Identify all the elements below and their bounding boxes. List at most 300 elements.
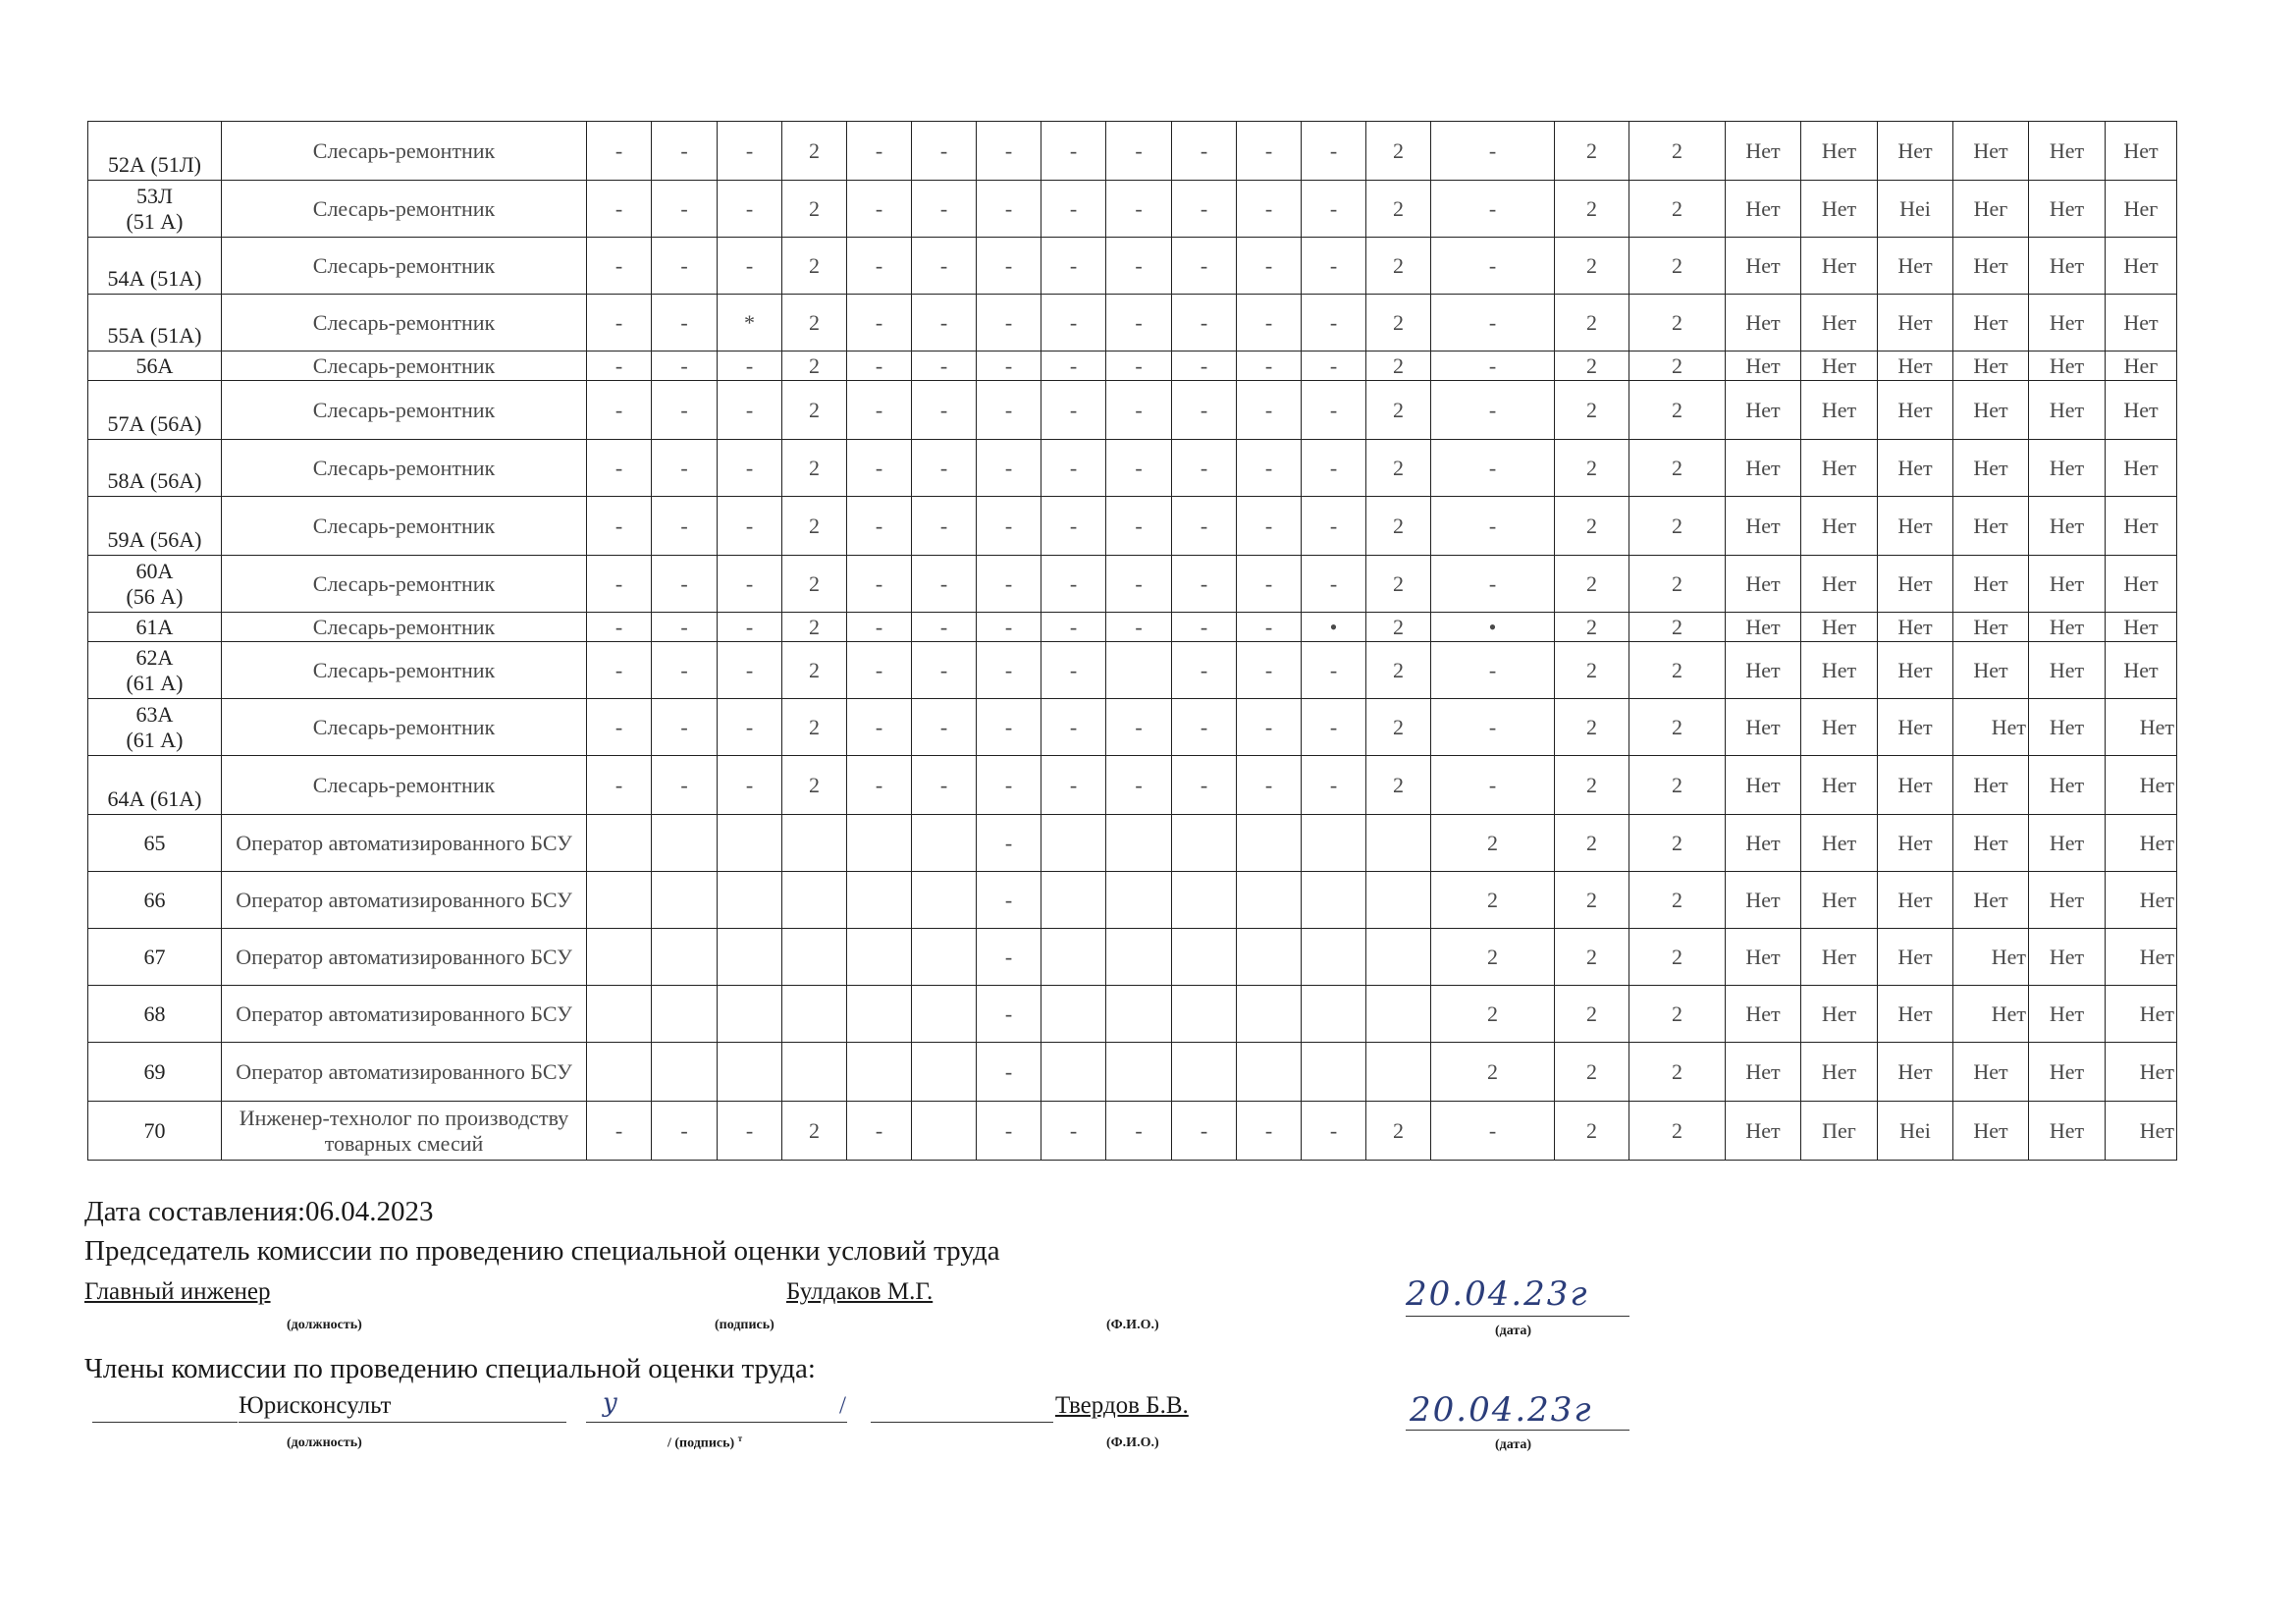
table-cell: - xyxy=(587,756,652,815)
table-cell: Неі xyxy=(1878,1102,1953,1161)
table-cell: - xyxy=(652,381,718,440)
table-cell: 2 xyxy=(1629,295,1726,352)
table-cell: - xyxy=(912,295,977,352)
table-cell xyxy=(847,986,912,1043)
table-cell: 2 xyxy=(1629,815,1726,872)
table-cell: - xyxy=(718,352,782,381)
table-cell: Нет xyxy=(1726,440,1801,497)
table-cell: - xyxy=(1106,699,1172,756)
table-cell: - xyxy=(718,122,782,181)
table-cell: Нет xyxy=(1726,122,1801,181)
table-cell: - xyxy=(1237,381,1302,440)
table-row xyxy=(88,986,2177,1043)
table-cell: Нет xyxy=(1726,756,1801,815)
table-cell: Нет xyxy=(1953,1043,2029,1102)
table-cell: - xyxy=(847,613,912,642)
table-cell: Нет xyxy=(2029,556,2106,613)
row-job-title: Слесарь-ремонтник xyxy=(222,238,587,295)
table-cell: - xyxy=(847,352,912,381)
table-cell: - xyxy=(652,238,718,295)
table-cell: - xyxy=(1237,181,1302,238)
table-cell: 2 xyxy=(782,699,847,756)
table-cell xyxy=(1366,929,1431,986)
table-cell xyxy=(1237,872,1302,929)
table-cell: 2 xyxy=(1366,497,1431,556)
handwritten-date-2: 20.04.23г xyxy=(1410,1390,1593,1430)
table-cell: - xyxy=(1431,497,1555,556)
table-cell: - xyxy=(1237,642,1302,699)
table-cell: 2 xyxy=(1431,872,1555,929)
table-cell: Нет xyxy=(1953,815,2029,872)
table-cell xyxy=(1172,815,1237,872)
table-cell: 2 xyxy=(1629,238,1726,295)
table-cell: Нет xyxy=(1878,381,1953,440)
table-cell: 2 xyxy=(1366,381,1431,440)
table-cell: 2 xyxy=(782,381,847,440)
row-code: 66 xyxy=(88,872,222,929)
table-cell: - xyxy=(587,381,652,440)
table-cell: - xyxy=(1106,122,1172,181)
table-cell: - xyxy=(847,238,912,295)
table-cell: 2 xyxy=(1366,295,1431,352)
table-cell xyxy=(1366,815,1431,872)
table-cell: 2 xyxy=(1366,556,1431,613)
table-cell: - xyxy=(1302,1102,1366,1161)
table-cell: 2 xyxy=(1629,1102,1726,1161)
table-cell: - xyxy=(1237,352,1302,381)
table-cell: Нет xyxy=(2106,381,2177,440)
table-cell: 2 xyxy=(1555,122,1629,181)
table-cell: Нет xyxy=(2029,756,2106,815)
table-cell xyxy=(912,929,977,986)
table-cell: 2 xyxy=(1629,181,1726,238)
table-cell: Нет xyxy=(2106,238,2177,295)
caption-position: (должность) xyxy=(287,1318,362,1332)
table-cell xyxy=(1041,929,1106,986)
table-cell xyxy=(1106,872,1172,929)
table-cell: Нет xyxy=(2106,295,2177,352)
table-cell: - xyxy=(1237,440,1302,497)
table-row xyxy=(88,699,2177,756)
table-cell: 2 xyxy=(782,440,847,497)
table-cell: Нет xyxy=(1801,756,1878,815)
table-cell: - xyxy=(1106,497,1172,556)
table-cell: - xyxy=(587,642,652,699)
table-cell: Нет xyxy=(2029,440,2106,497)
table-cell: Нет xyxy=(1953,929,2029,986)
table-row xyxy=(88,238,2177,295)
table-cell: Нет xyxy=(2106,986,2177,1043)
table-cell: Нет xyxy=(1801,872,1878,929)
table-row xyxy=(88,1102,2177,1161)
table-cell: 2 xyxy=(1431,929,1555,986)
table-cell: - xyxy=(1041,181,1106,238)
table-cell: - xyxy=(1106,440,1172,497)
table-cell: - xyxy=(1172,756,1237,815)
table-cell: Нет xyxy=(1726,238,1801,295)
table-cell: - xyxy=(1431,238,1555,295)
table-cell: - xyxy=(1302,756,1366,815)
table-cell: - xyxy=(1302,122,1366,181)
table-cell: - xyxy=(718,497,782,556)
handwritten-date: 20.04.23г xyxy=(1406,1274,1589,1314)
table-body xyxy=(88,122,2177,1161)
table-cell: - xyxy=(1041,381,1106,440)
table-cell: - xyxy=(1106,238,1172,295)
table-cell: - xyxy=(1237,238,1302,295)
table-cell: - xyxy=(587,556,652,613)
table-cell xyxy=(847,815,912,872)
table-cell: - xyxy=(1172,352,1237,381)
table-cell xyxy=(1041,986,1106,1043)
table-cell: - xyxy=(1041,497,1106,556)
table-cell: - xyxy=(1431,642,1555,699)
table-cell: 2 xyxy=(1629,497,1726,556)
table-cell: 2 xyxy=(782,181,847,238)
table-cell xyxy=(1041,815,1106,872)
table-cell: 2 xyxy=(782,613,847,642)
table-cell xyxy=(1106,815,1172,872)
table-cell: - xyxy=(1172,181,1237,238)
member-position: Юрисконсульт xyxy=(239,1392,392,1419)
table-cell: 2 xyxy=(782,352,847,381)
table-cell: - xyxy=(1302,181,1366,238)
table-cell: - xyxy=(912,122,977,181)
table-cell: - xyxy=(1302,497,1366,556)
table-cell: - xyxy=(1106,181,1172,238)
table-cell: - xyxy=(977,122,1041,181)
table-row xyxy=(88,815,2177,872)
table-cell: - xyxy=(718,556,782,613)
table-cell: Пег xyxy=(1801,1102,1878,1161)
table-cell: Нет xyxy=(2106,756,2177,815)
table-cell: 2 xyxy=(1431,815,1555,872)
table-cell: Нет xyxy=(1878,613,1953,642)
date-compiled: Дата составления:06.04.2023 xyxy=(84,1196,434,1227)
row-job-title: Слесарь-ремонтник xyxy=(222,295,587,352)
table-cell: - xyxy=(847,295,912,352)
table-cell: - xyxy=(1041,613,1106,642)
table-cell: 2 xyxy=(1431,1043,1555,1102)
table-cell: 2 xyxy=(1366,122,1431,181)
table-cell xyxy=(912,986,977,1043)
table-cell: - xyxy=(977,181,1041,238)
table-cell: 2 xyxy=(1629,642,1726,699)
table-cell xyxy=(912,1043,977,1102)
table-cell: - xyxy=(652,699,718,756)
table-cell xyxy=(587,929,652,986)
table-cell: Нет xyxy=(2106,699,2177,756)
table-cell: - xyxy=(587,295,652,352)
table-cell: Нег xyxy=(2106,352,2177,381)
table-cell: Нет xyxy=(1878,986,1953,1043)
table-cell: Нет xyxy=(1726,613,1801,642)
table-cell xyxy=(1366,986,1431,1043)
table-cell: Нет xyxy=(1878,929,1953,986)
table-cell: Нет xyxy=(1878,440,1953,497)
table-cell: Нет xyxy=(1878,1043,1953,1102)
table-cell: Нет xyxy=(1801,181,1878,238)
table-cell: Нет xyxy=(1878,815,1953,872)
table-cell: Нет xyxy=(2029,1102,2106,1161)
table-cell: - xyxy=(1041,642,1106,699)
table-cell: Нет xyxy=(2029,295,2106,352)
table-cell: - xyxy=(587,238,652,295)
table-row xyxy=(88,181,2177,238)
table-cell: 2 xyxy=(1555,381,1629,440)
table-cell: - xyxy=(1431,295,1555,352)
table-cell: Нет xyxy=(1801,642,1878,699)
table-cell: 2 xyxy=(1555,872,1629,929)
table-cell: - xyxy=(1106,756,1172,815)
table-cell: Нет xyxy=(1953,613,2029,642)
caption-fio: (Ф.И.О.) xyxy=(1106,1318,1159,1332)
table-cell: - xyxy=(718,699,782,756)
table-cell: - xyxy=(587,497,652,556)
table-cell: 2 xyxy=(782,497,847,556)
table-cell: Нет xyxy=(1878,352,1953,381)
row-code: 65 xyxy=(88,815,222,872)
table-cell: - xyxy=(1302,642,1366,699)
table-row xyxy=(88,122,2177,181)
table-cell: - xyxy=(718,440,782,497)
table-cell: - xyxy=(1302,238,1366,295)
table-cell xyxy=(718,986,782,1043)
table-cell: Нет xyxy=(1801,613,1878,642)
table-cell: Нет xyxy=(2029,872,2106,929)
table-row xyxy=(88,556,2177,613)
table-cell: - xyxy=(1431,122,1555,181)
table-cell: - xyxy=(652,440,718,497)
table-cell: Нет xyxy=(1878,497,1953,556)
table-cell: Нет xyxy=(2029,1043,2106,1102)
table-cell: Нет xyxy=(1801,122,1878,181)
table-cell: - xyxy=(977,642,1041,699)
date-line xyxy=(1406,1316,1629,1317)
table-cell: 2 xyxy=(1366,699,1431,756)
table-cell: - xyxy=(587,122,652,181)
table-cell: Нет xyxy=(1953,872,2029,929)
table-cell: Нет xyxy=(1726,381,1801,440)
table-cell: Нет xyxy=(2106,642,2177,699)
table-cell xyxy=(1237,929,1302,986)
table-cell: Нет xyxy=(1953,381,2029,440)
table-cell: 2 xyxy=(1555,815,1629,872)
table-cell: - xyxy=(718,381,782,440)
table-cell: - xyxy=(652,1102,718,1161)
table-row xyxy=(88,440,2177,497)
table-cell: - xyxy=(587,352,652,381)
row-code: 57А (56А) xyxy=(88,381,222,440)
table-cell: - xyxy=(1237,556,1302,613)
table-cell: Нет xyxy=(2106,556,2177,613)
table-cell: Нет xyxy=(2106,1043,2177,1102)
table-cell: - xyxy=(652,613,718,642)
chairman-name: Булдаков М.Г. xyxy=(786,1278,934,1305)
table-cell: Нет xyxy=(1801,381,1878,440)
table-cell: Нет xyxy=(1953,756,2029,815)
table-cell: Нет xyxy=(1726,181,1801,238)
row-code: 70 xyxy=(88,1102,222,1161)
table-cell xyxy=(912,815,977,872)
table-cell: - xyxy=(912,756,977,815)
table-cell: - xyxy=(1431,699,1555,756)
table-cell: - xyxy=(1172,440,1237,497)
table-cell: Нет xyxy=(2029,929,2106,986)
row-job-title: Слесарь-ремонтник xyxy=(222,181,587,238)
table-cell: 2 xyxy=(782,238,847,295)
table-cell: 2 xyxy=(1555,238,1629,295)
table-cell: Нет xyxy=(2029,497,2106,556)
table-row xyxy=(88,352,2177,381)
table-cell: Нет xyxy=(2106,497,2177,556)
table-cell xyxy=(782,1043,847,1102)
table-cell: - xyxy=(977,756,1041,815)
row-job-title: Слесарь-ремонтник xyxy=(222,381,587,440)
table-cell: - xyxy=(977,872,1041,929)
member-position-underline xyxy=(239,1422,566,1423)
table-cell: - xyxy=(847,440,912,497)
table-cell: Нет xyxy=(2106,929,2177,986)
table-cell: 2 xyxy=(1555,986,1629,1043)
table-cell: - xyxy=(1106,556,1172,613)
table-cell xyxy=(1041,872,1106,929)
table-cell: - xyxy=(1302,381,1366,440)
table-cell: 2 xyxy=(1555,440,1629,497)
caption-date-2: (дата) xyxy=(1495,1437,1532,1452)
table-cell: Нет xyxy=(1953,352,2029,381)
table-cell: - xyxy=(977,986,1041,1043)
table-cell: 2 xyxy=(1555,295,1629,352)
table-cell: Нет xyxy=(1953,295,2029,352)
table-cell: - xyxy=(977,238,1041,295)
table-row xyxy=(88,497,2177,556)
table-cell: 2 xyxy=(1366,613,1431,642)
table-cell: - xyxy=(652,122,718,181)
table-cell: - xyxy=(1302,440,1366,497)
table-cell xyxy=(847,929,912,986)
table-cell: - xyxy=(1431,756,1555,815)
table-cell: Нет xyxy=(2029,815,2106,872)
table-cell: Нет xyxy=(1878,699,1953,756)
table-cell xyxy=(1106,642,1172,699)
table-cell: Нет xyxy=(1726,1102,1801,1161)
table-cell: 2 xyxy=(782,756,847,815)
table-cell xyxy=(1302,815,1366,872)
table-cell: Нет xyxy=(1801,440,1878,497)
table-cell xyxy=(587,986,652,1043)
table-cell: Нет xyxy=(2029,122,2106,181)
table-cell: - xyxy=(1041,352,1106,381)
table-cell: - xyxy=(912,181,977,238)
table-row xyxy=(88,929,2177,986)
table-cell: - xyxy=(847,181,912,238)
table-cell: Нет xyxy=(1878,122,1953,181)
table-cell: - xyxy=(652,352,718,381)
table-cell: Нет xyxy=(1726,929,1801,986)
table-cell: - xyxy=(912,440,977,497)
table-cell: - xyxy=(847,1102,912,1161)
table-cell: - xyxy=(1302,352,1366,381)
member-signature: у xyxy=(603,1388,620,1418)
table-cell: 2 xyxy=(1366,238,1431,295)
table-cell: 2 xyxy=(1629,699,1726,756)
table-cell: - xyxy=(652,295,718,352)
table-cell: - xyxy=(977,1102,1041,1161)
table-cell xyxy=(847,872,912,929)
table-cell: Нет xyxy=(1726,1043,1801,1102)
table-cell: - xyxy=(1431,352,1555,381)
table-cell: - xyxy=(1431,556,1555,613)
table-cell: - xyxy=(587,1102,652,1161)
table-cell: 2 xyxy=(782,556,847,613)
table-cell: - xyxy=(1106,352,1172,381)
table-cell xyxy=(1172,1043,1237,1102)
table-cell: Нет xyxy=(1953,556,2029,613)
row-job-title: Слесарь-ремонтник xyxy=(222,642,587,699)
table-cell: Нет xyxy=(1801,556,1878,613)
table-cell: - xyxy=(587,613,652,642)
table-cell: - xyxy=(1237,497,1302,556)
table-cell: - xyxy=(1041,440,1106,497)
table-row xyxy=(88,613,2177,642)
table-cell: Нет xyxy=(1878,872,1953,929)
table-cell: Нет xyxy=(2029,642,2106,699)
table-row xyxy=(88,295,2177,352)
table-cell: Нет xyxy=(2106,1102,2177,1161)
table-cell xyxy=(1172,986,1237,1043)
table-cell: 2 xyxy=(1366,1102,1431,1161)
table-cell: - xyxy=(1172,497,1237,556)
table-cell: - xyxy=(587,699,652,756)
table-cell xyxy=(1302,872,1366,929)
table-cell xyxy=(847,1043,912,1102)
table-cell: - xyxy=(1106,381,1172,440)
table-cell: - xyxy=(1172,122,1237,181)
table-cell: - xyxy=(587,181,652,238)
table-cell: - xyxy=(1302,295,1366,352)
table-cell: - xyxy=(652,756,718,815)
table-cell xyxy=(587,815,652,872)
table-cell: - xyxy=(1237,1102,1302,1161)
table-cell: 2 xyxy=(1555,699,1629,756)
table-cell: Нет xyxy=(1801,986,1878,1043)
table-cell: Нет xyxy=(1801,1043,1878,1102)
members-heading: Члены комиссии по проведению специальной оценки труда: xyxy=(84,1353,816,1384)
table-cell xyxy=(652,929,718,986)
table-cell xyxy=(1237,815,1302,872)
member-name: Твердов Б.В. xyxy=(1055,1392,1189,1419)
table-cell: - xyxy=(847,122,912,181)
table-cell: - xyxy=(912,381,977,440)
table-cell xyxy=(718,815,782,872)
table-cell: - xyxy=(912,699,977,756)
table-cell: 2 xyxy=(1431,986,1555,1043)
table-cell: - xyxy=(1106,1102,1172,1161)
table-row xyxy=(88,381,2177,440)
table-cell: Нет xyxy=(2029,986,2106,1043)
row-job-title: Оператор автоматизированного БСУ xyxy=(222,929,587,986)
table-cell: - xyxy=(1302,556,1366,613)
table-cell: - xyxy=(912,613,977,642)
table-cell: 2 xyxy=(1555,1043,1629,1102)
table-cell: * xyxy=(718,295,782,352)
table-cell: 2 xyxy=(1555,497,1629,556)
row-job-title: Оператор автоматизированного БСУ xyxy=(222,815,587,872)
table-cell: Нет xyxy=(2029,238,2106,295)
table-cell: 2 xyxy=(1366,440,1431,497)
row-code: 55А (51А) xyxy=(88,295,222,352)
